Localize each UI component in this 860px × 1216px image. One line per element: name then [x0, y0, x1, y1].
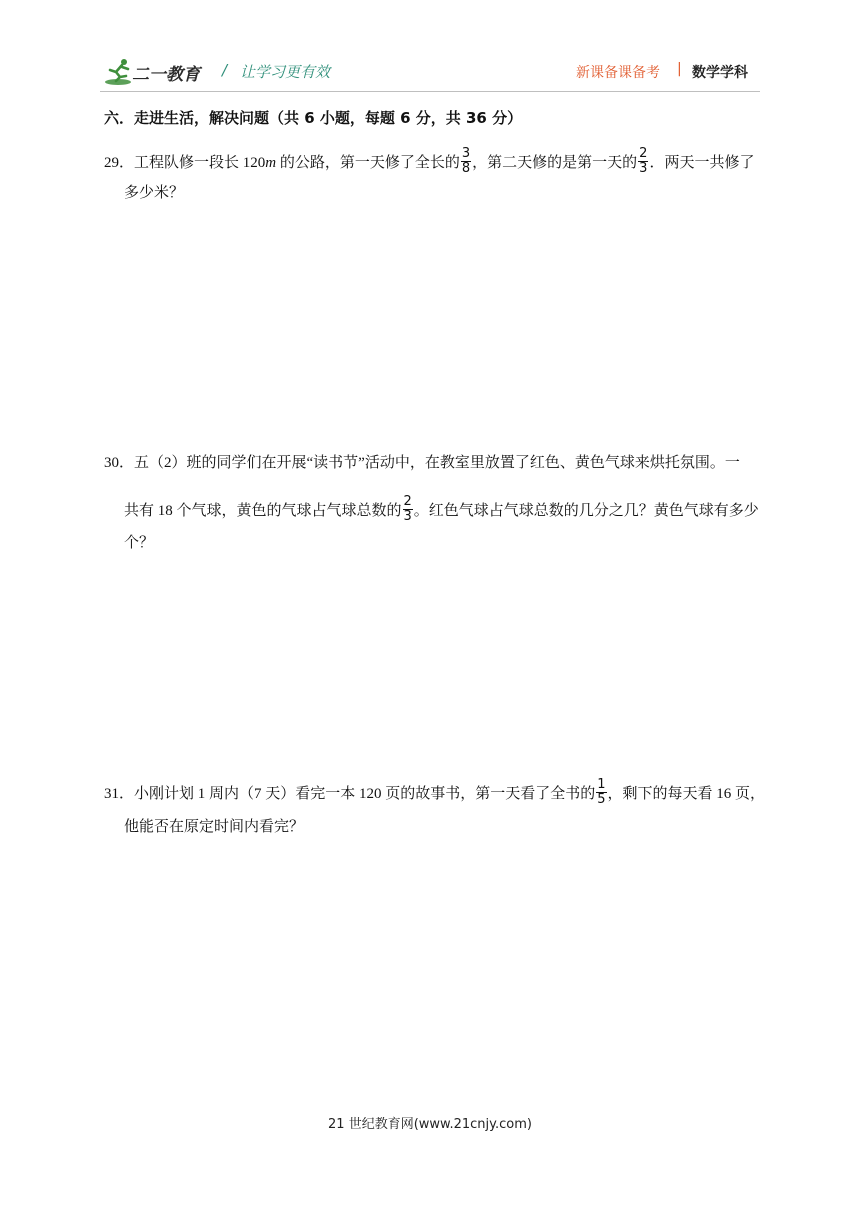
header-tag-course: 新课备课备考: [576, 65, 660, 81]
q30-text-a: 共有 18 个气球，黄色的气球占气球总数的: [124, 502, 402, 519]
q29-fraction-1-numerator: 3: [461, 146, 471, 161]
header-separator: |: [677, 61, 682, 77]
q31-fraction-denominator: 5: [597, 792, 606, 807]
question-29-line-1: [104, 146, 755, 178]
q29-fraction-1-denominator: 8: [461, 161, 471, 176]
runner-logo-icon: [104, 56, 134, 88]
q29-text-b: 的公路，第一天修了全长的: [276, 154, 460, 171]
q29-text-d: ．两天一共修了: [649, 154, 755, 171]
q31-text-b: ，剩下的每天看 16 页，: [607, 785, 766, 802]
slogan-divider: /: [222, 61, 228, 79]
question-30-line-2: [124, 494, 759, 526]
q29-unit: m: [265, 154, 277, 171]
q30-fraction-denominator: 3: [403, 509, 412, 524]
header-tag-subject: 数学学科: [692, 65, 748, 81]
q31-text-a: 31．小刚计划 1 周内（7 天）看完一本 120 页的故事书，第一天看了全书的: [104, 785, 596, 802]
question-30-line-1: 30．五（2）班的同学们在开展“读书节”活动中，在教室里放置了红色、黄色气球来烘托氛围。一: [104, 455, 740, 471]
header-divider: [100, 91, 760, 92]
q29-fraction-2-denominator: 3: [639, 161, 648, 176]
page-footer: 21 世纪教育网(www.21cnjy.com): [328, 1117, 532, 1132]
question-30-line-3: 个？: [124, 535, 155, 551]
q29-fraction-1: [461, 147, 471, 176]
question-31-line-1: [104, 777, 766, 809]
q30-fraction-numerator: 2: [403, 494, 412, 509]
q31-fraction: [596, 778, 606, 807]
logo: [104, 56, 212, 88]
q29-text-a: 29．工程队修一段长 120: [104, 154, 266, 171]
q30-fraction: [403, 495, 413, 524]
q29-text-c: ，第二天修的是第一天的: [472, 154, 638, 171]
q29-fraction-2-numerator: 2: [639, 146, 648, 161]
page-header: [0, 0, 860, 100]
q31-fraction-numerator: 1: [597, 777, 606, 792]
slogan: 让学习更有效: [240, 63, 331, 81]
section-title: 六．走进生活，解决问题（共 6 小题，每题 6 分，共 36 分）: [104, 109, 523, 127]
question-29-line-2: 多少米？: [124, 185, 185, 201]
logo-text: 二一教育: [132, 65, 200, 85]
q30-text-b: 。红色气球占气球总数的几分之几？黄色气球有多少: [413, 502, 759, 519]
q29-fraction-2: [638, 147, 648, 176]
question-31-line-2: 他能否在原定时间内看完？: [124, 819, 305, 835]
